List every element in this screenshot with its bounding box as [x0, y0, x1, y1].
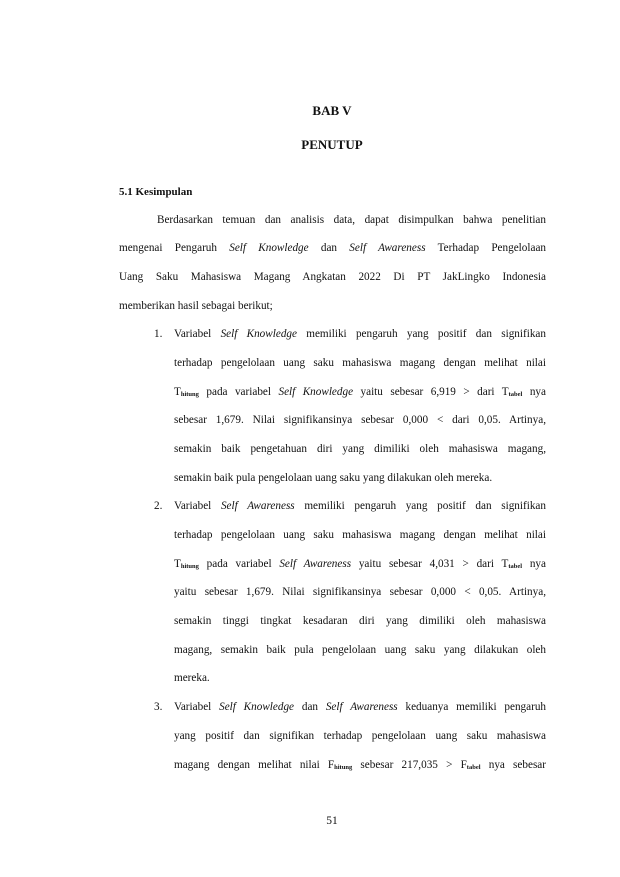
list-line: magang dengan melihat nilai $F_{hitung}$ sebesar $217,035 > F_{tabel}$ nya sebesar	[174, 759, 546, 771]
list-line: magang, semakin baik pula pengelolaan uang saku yang dilakukan oleh	[174, 644, 546, 656]
list-line: semakin baik pengetahuan diri yang dimiliki oleh mahasiswa magang,	[174, 443, 546, 455]
list-line: terhadap pengelolaan uang saku mahasiswa magang dengan melihat nilai	[174, 357, 546, 369]
chapter-label: BAB V	[312, 103, 352, 118]
intro-line: mengenai Pengaruh Self Knowledge dan Self Awareness Terhadap Pengelolaan	[119, 242, 547, 254]
section-heading: 5.1 Kesimpulan	[119, 186, 193, 198]
list-line: sebesar 1,679. Nilai signifikansinya sebesar 0,000 < dari 0,05. Artinya,	[174, 414, 546, 426]
list-item-number: 2.	[154, 500, 163, 512]
intro-line: Uang Saku Mahasiswa Magang Angkatan 2022 Di PT JakLingko Indonesia	[119, 271, 546, 283]
list-line: yang positif dan signifikan terhadap pengelolaan uang saku mahasiswa	[174, 730, 546, 742]
list-line: mereka.	[174, 672, 210, 684]
list-line: yaitu sebesar 1,679. Nilai signifikansinya sebesar 0,000 < 0,05. Artinya,	[174, 586, 546, 598]
list-item-number: 1.	[154, 328, 163, 340]
list-line: $T_{hitung}$ pada variabel Self Knowledge yaitu sebesar 6,919 > dari $T_{tabel}$ nya	[174, 386, 546, 398]
intro-line: memberikan hasil sebagai berikut;	[119, 300, 273, 312]
list-line: terhadap pengelolaan uang saku mahasiswa magang dengan melihat nilai	[174, 529, 546, 541]
list-line: $T_{hitung}$ pada variabel Self Awareness yaitu sebesar 4,031 > dari $T_{tabel}$ nya	[174, 558, 546, 570]
intro-line: Berdasarkan temuan dan analisis data, dapat disimpulkan bahwa penelitian	[157, 214, 546, 226]
list-line: Variabel Self Knowledge memiliki pengaruh yang positif dan signifikan	[174, 328, 546, 340]
list-line: Variabel Self Knowledge dan Self Awareness keduanya memiliki pengaruh	[174, 701, 547, 713]
list-line: Variabel Self Awareness memiliki pengaruh yang positif dan signifikan	[174, 500, 546, 512]
list-item-number: 3.	[154, 701, 163, 713]
chapter-title: PENUTUP	[301, 137, 363, 152]
list-line: semakin tinggi tingkat kesadaran diri yang dimiliki oleh mahasiswa	[174, 615, 546, 627]
list-line: semakin baik pula pengelolaan uang saku yang dilakukan oleh mereka.	[174, 472, 493, 484]
page-number: 51	[326, 815, 338, 827]
